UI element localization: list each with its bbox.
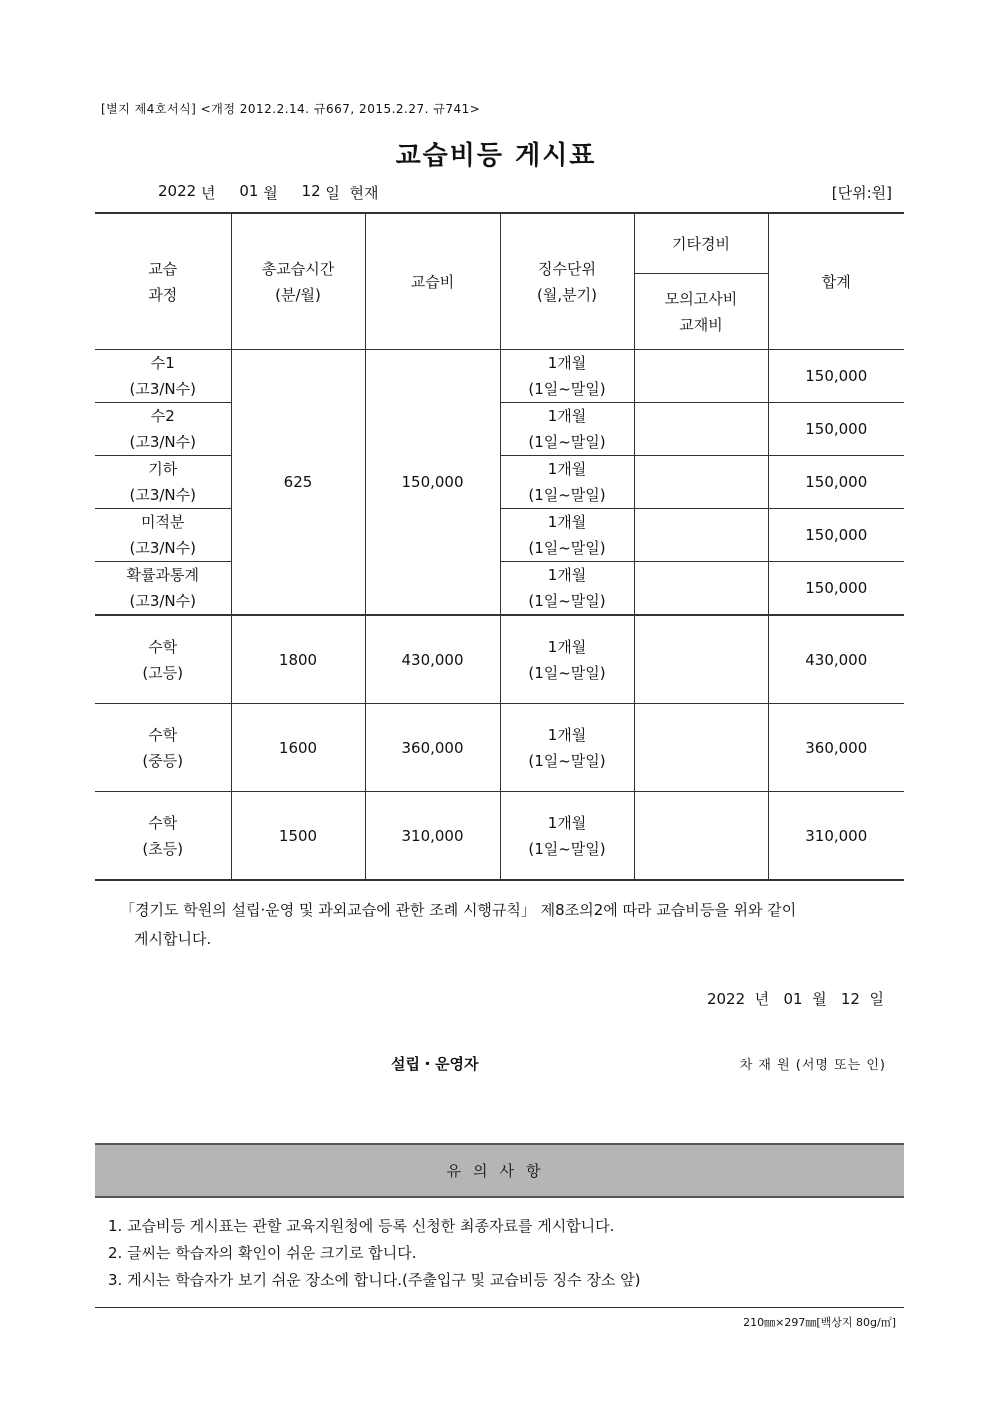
hours-cell: 1500 bbox=[231, 792, 365, 881]
period-cell: 1개월 (1일~말일) bbox=[500, 562, 634, 616]
header-period: 징수단위 (월,분기) bbox=[500, 213, 634, 350]
course-cell: 미적분 (고3/N수) bbox=[95, 509, 231, 562]
other-cell bbox=[634, 615, 768, 704]
total-cell: 310,000 bbox=[768, 792, 904, 881]
page-title: 교습비등 게시표 bbox=[395, 141, 597, 171]
caution-item: 3. 게시는 학습자가 보기 쉬운 장소에 합니다.(주출입구 및 교습비등 징수 장소 앞) bbox=[108, 1271, 641, 1289]
other-cell bbox=[634, 792, 768, 881]
other-cell bbox=[634, 403, 768, 456]
period-cell: 1개월 (1일~말일) bbox=[500, 792, 634, 881]
header-fee: 교습비 bbox=[365, 213, 500, 350]
operator-name: 차 재 원 (서명 또는 인) bbox=[739, 1058, 886, 1073]
caution-item: 1. 교습비등 게시표는 관할 교육지원청에 등록 신청한 최종자료를 게시합니다. bbox=[108, 1217, 615, 1235]
fee-cell: 430,000 bbox=[365, 615, 500, 704]
date-year: 2022 bbox=[158, 182, 197, 200]
other-cell bbox=[634, 509, 768, 562]
notice-line-1: 「경기도 학원의 설립·운영 및 과외교습에 관한 조례 시행규칙」 제8조의2에 따라 교습비등을 위와 같이 bbox=[120, 901, 797, 919]
as-of-date bbox=[158, 182, 378, 203]
hours-cell: 1600 bbox=[231, 704, 365, 792]
fee-cell: 360,000 bbox=[365, 704, 500, 792]
cautions-title: 유의사항 bbox=[95, 1143, 904, 1198]
period-cell: 1개월 (1일~말일) bbox=[500, 403, 634, 456]
hours-cell: 625 bbox=[231, 350, 365, 616]
total-cell: 150,000 bbox=[768, 350, 904, 403]
period-cell: 1개월 (1일~말일) bbox=[500, 456, 634, 509]
total-cell: 360,000 bbox=[768, 704, 904, 792]
header-total: 합계 bbox=[768, 213, 904, 350]
hours-cell: 1800 bbox=[231, 615, 365, 704]
notice-text bbox=[120, 896, 904, 954]
course-cell: 확률과통계 (고3/N수) bbox=[95, 562, 231, 616]
course-cell: 수2 (고3/N수) bbox=[95, 403, 231, 456]
paper-spec: 210㎜×297㎜[백상지 80g/㎡] bbox=[743, 1316, 896, 1329]
date-suffix: 현재 bbox=[349, 184, 379, 202]
unit-label: [단위:원] bbox=[831, 184, 892, 202]
signature-date: 2022 년 01 월 12 일 bbox=[706, 990, 884, 1008]
other-cell bbox=[634, 350, 768, 403]
bottom-divider bbox=[95, 1307, 904, 1308]
date-month-unit: 월 bbox=[263, 184, 278, 202]
course-cell: 수학 (고등) bbox=[95, 615, 231, 704]
header-other-sub: 모의고사비 교재비 bbox=[634, 274, 768, 350]
operator-label: 설립・운영자 bbox=[391, 1055, 479, 1073]
course-cell: 수1 (고3/N수) bbox=[95, 350, 231, 403]
period-cell: 1개월 (1일~말일) bbox=[500, 509, 634, 562]
header-course: 교습 과정 bbox=[95, 213, 231, 350]
date-month: 01 bbox=[239, 182, 259, 200]
header-other-expenses: 기타경비 bbox=[634, 213, 768, 274]
caution-item: 2. 글씨는 학습자의 확인이 쉬운 크기로 합니다. bbox=[108, 1244, 417, 1262]
period-cell: 1개월 (1일~말일) bbox=[500, 350, 634, 403]
period-cell: 1개월 (1일~말일) bbox=[500, 615, 634, 704]
total-cell: 150,000 bbox=[768, 403, 904, 456]
cautions-list bbox=[108, 1213, 640, 1294]
total-cell: 430,000 bbox=[768, 615, 904, 704]
total-cell: 150,000 bbox=[768, 562, 904, 616]
fee-table bbox=[95, 212, 904, 881]
date-day-unit: 일 bbox=[325, 184, 340, 202]
other-cell bbox=[634, 562, 768, 616]
header-hours: 총교습시간 (분/월) bbox=[231, 213, 365, 350]
fee-cell: 310,000 bbox=[365, 792, 500, 881]
other-cell bbox=[634, 456, 768, 509]
course-cell: 기하 (고3/N수) bbox=[95, 456, 231, 509]
notice-line-2: 게시합니다. bbox=[134, 930, 212, 948]
period-cell: 1개월 (1일~말일) bbox=[500, 704, 634, 792]
date-day: 12 bbox=[301, 182, 321, 200]
other-cell bbox=[634, 704, 768, 792]
form-reference: [별지 제4호서식] <개정 2012.2.14. 규667, 2015.2.27. 규741> bbox=[101, 102, 481, 116]
fee-cell: 150,000 bbox=[365, 350, 500, 616]
total-cell: 150,000 bbox=[768, 456, 904, 509]
total-cell: 150,000 bbox=[768, 509, 904, 562]
course-cell: 수학 (중등) bbox=[95, 704, 231, 792]
course-cell: 수학 (초등) bbox=[95, 792, 231, 881]
date-year-unit: 년 bbox=[200, 184, 216, 202]
